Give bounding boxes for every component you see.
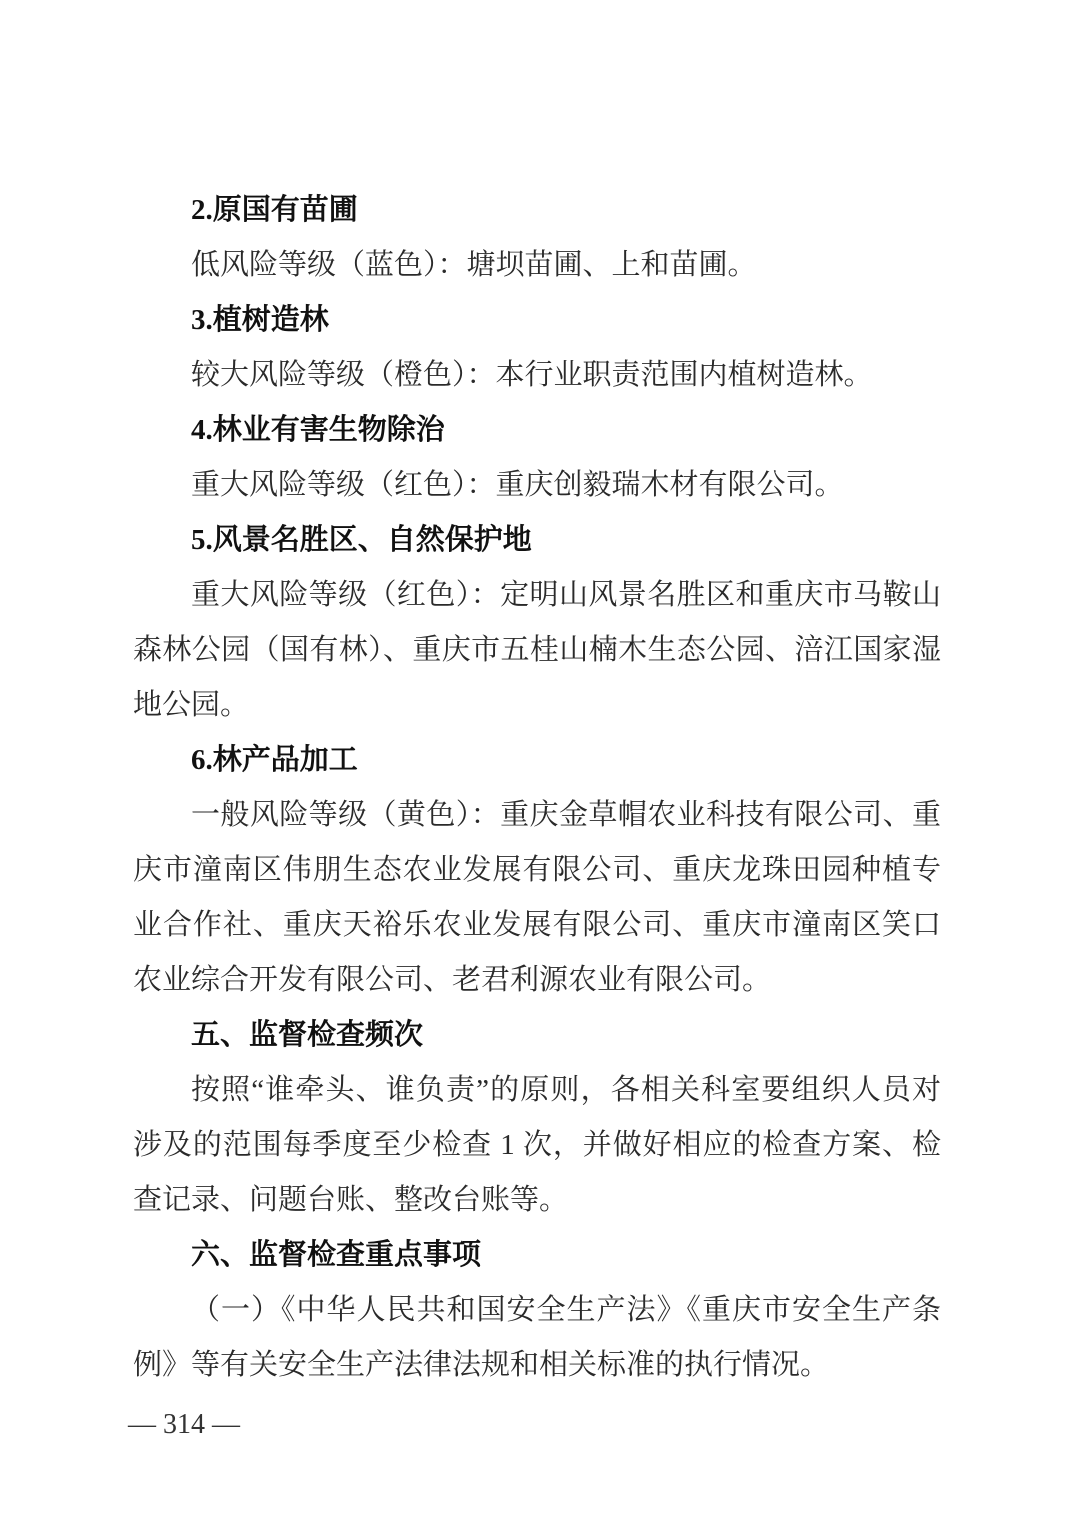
heading-4-forest-pest-control: 4.林业有害生物除治 [191,414,445,446]
para-laws-regulations-compliance: （一）《中华人民共和国安全生产法》《重庆市安全生产条例》等有关安全生产法律法规和相关标准的执行情况。 [133,1294,941,1381]
para-low-risk-blue: 低风险等级（蓝色）：塘坝苗圃、上和苗圃。 [191,249,757,281]
heading-v-inspection-frequency: 五、监督检查频次 [191,1019,424,1051]
heading-3-afforestation: 3.植树造林 [191,304,329,336]
heading-6-forest-product-processing: 6.林产品加工 [191,744,358,776]
heading-vi-key-inspection-items: 六、监督检查重点事项 [191,1239,482,1271]
page-number: — 314 — [128,1409,240,1440]
document-body [133,183,941,1393]
para-major-risk-red-2: 重大风险等级（红色）：定明山风景名胜区和重庆市马鞍山森林公园（国有林）、重庆市五桂山楠木生态公园、涪江国家湿地公园。 [133,579,941,721]
heading-2-former-state-nurseries: 2.原国有苗圃 [191,194,358,226]
para-major-risk-red-1: 重大风险等级（红色）：重庆创毅瑞木材有限公司。 [191,469,844,501]
heading-5-scenic-areas-nature-reserves: 5.风景名胜区、自然保护地 [191,524,532,556]
para-larger-risk-orange: 较大风险等级（橙色）：本行业职责范围内植树造林。 [191,359,873,391]
para-general-risk-yellow: 一般风险等级（黄色）：重庆金草帽农业科技有限公司、重庆市潼南区伟朋生态农业发展有限公司、重庆龙珠田园种植专业合作社、重庆天裕乐农业发展有限公司、重庆市潼南区笑口农业综合开发有限公司、老君利源农业有限公司。 [133,799,941,996]
para-inspection-frequency: 按照“谁牵头、谁负责”的原则，各相关科室要组织人员对涉及的范围每季度至少检查 1 次，并做好相应的检查方案、检查记录、问题台账、整改台账等。 [133,1074,941,1216]
